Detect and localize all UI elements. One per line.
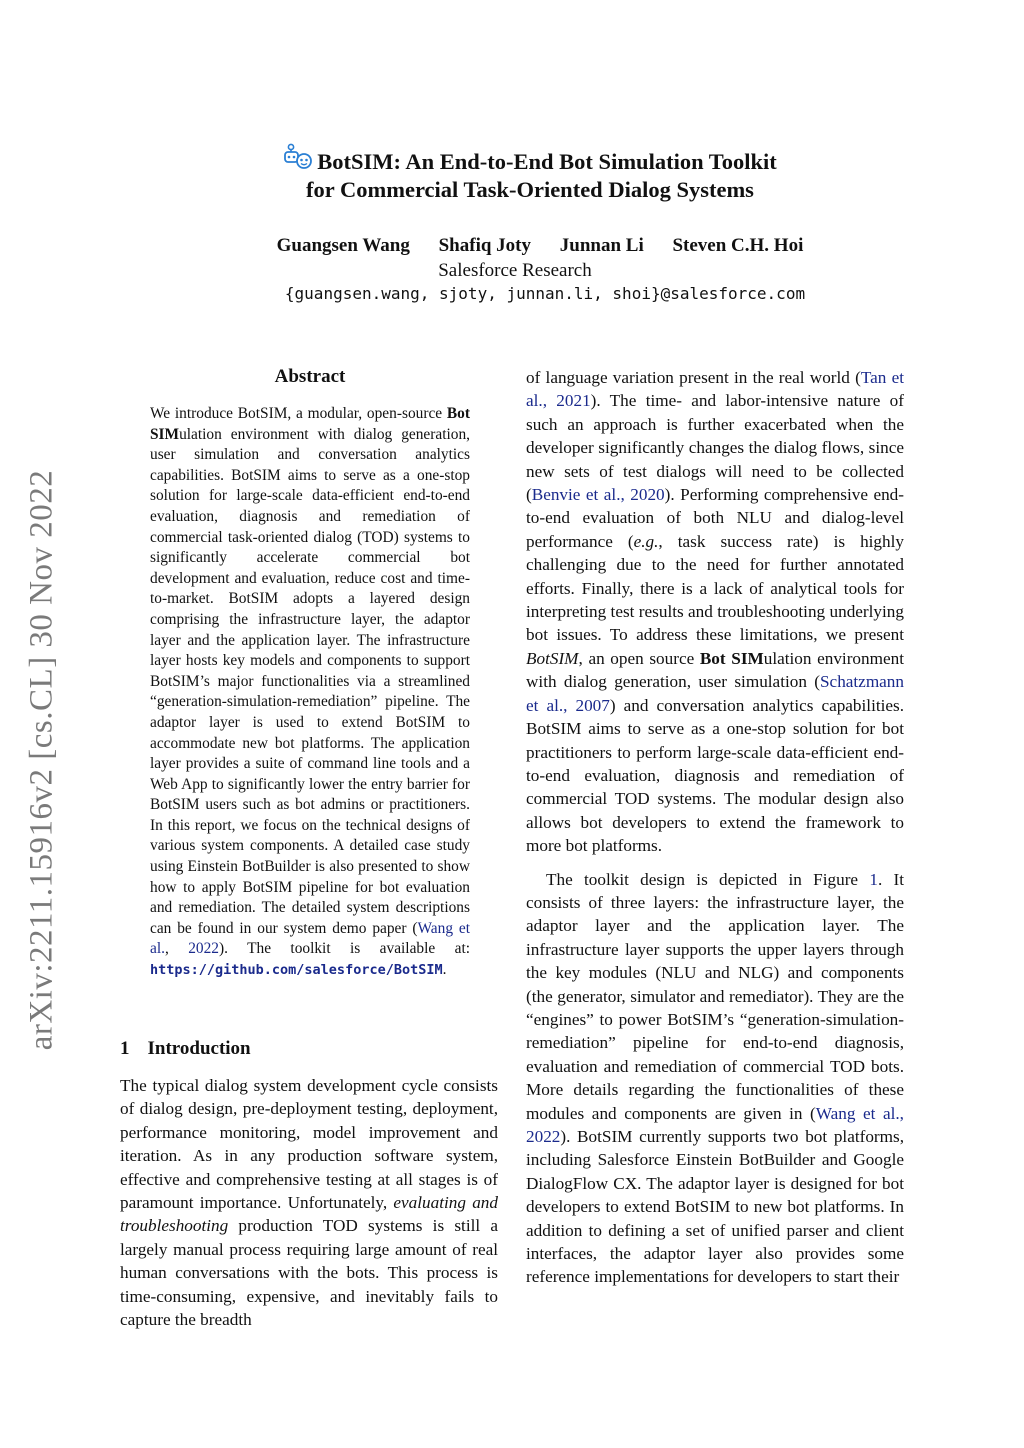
author-name: Shafiq Joty <box>438 235 531 256</box>
author-list <box>150 235 930 257</box>
abstract-heading: Abstract <box>274 366 346 387</box>
author-emails: {guangsen.wang, sjoty, junnan.li, shoi}@salesforce.com <box>284 284 806 303</box>
figure-reference-link[interactable]: 1 <box>869 869 878 889</box>
author-name: Junnan Li <box>559 235 644 256</box>
author-name: Steven C.H. Hoi <box>672 235 804 256</box>
author-name: Guangsen Wang <box>276 235 410 256</box>
citation-link[interactable]: Benvie et al., 2020 <box>531 485 665 505</box>
title-line-2: for Commercial Task-Oriented Dialog Systems <box>306 177 754 202</box>
citation-link[interactable]: Wang et al. <box>150 919 470 958</box>
intro-column-right <box>526 366 904 1289</box>
section-heading-introduction: 1 Introduction <box>120 1038 251 1059</box>
paper-title <box>150 143 910 204</box>
github-link[interactable]: https://github.com/salesforce/BotSIM <box>150 962 443 979</box>
citation-link[interactable]: 2022 <box>188 940 219 958</box>
arxiv-sidebar <box>2 440 82 1080</box>
affiliation: Salesforce Research <box>438 260 592 281</box>
abstract-text: We introduce BotSIM, a modular, open-source Bot SIMulation environment with dialog generation, user simulation and conversation analytics capabilities. BotSIM aims to serve as a one-stop solution for large-scale data-efficient end-to-end evaluation, diagnosis and remediation of commercial task-oriented dialog (TOD) systems to significantly accelerate commercial bot development and evaluation, reduce cost and time-to-market. BotSIM adopts a layered design comprising the infrastructure layer, the adaptor layer and the application layer. The infrastructure layer hosts key models and components to support BotSIM’s major functionalities via a streamlined “generation-simulation-remediation” pipeline. The adaptor layer is used to extend BotSIM to accommodate new bot platforms. The application layer provides a suite of command line tools and a Web App to significantly lower the entry barrier for BotSIM users such as bot admins or practitioners. In this report, we focus on the technical designs of various system components. A detailed case study using Einstein BotBuilder is also presented to show how to apply BotSIM pipeline for bot evaluation and remediation. The detailed system descriptions can be found in our system demo paper (Wang et al., 2022). The toolkit is available at: https://github.com/salesforce/BotSIM. <box>150 405 470 979</box>
title-line-1: BotSIM: An End-to-End Bot Simulation Toolkit <box>150 143 910 176</box>
citation-link[interactable]: Tan et al., 2021 <box>526 368 904 411</box>
citation-link[interactable]: Schatzmann et al., 2007 <box>526 672 904 715</box>
robot-face-icon <box>283 143 313 171</box>
intro-paragraph: The toolkit design is depicted in Figure 1. It consists of three layers: the infrastructure layer, the adaptor layer and the application layer. The infrastructure layer supports the upper layers through the key modules (NLU and NLG) and components (the generator, simulator and remediator). They are the “engines” to power BotSIM’s “generation-simulation-remediation” pipeline for end-to-end diagnosis, evaluation and remediation of commercial TOD bots. More details regarding the functionalities of these modules and components are given in (Wang et al., 2022). BotSIM currently supports two bot platforms, including Salesforce Einstein BotBuilder and Google DialogFlow CX. The adaptor layer is designed for bot developers to extend BotSIM to new bot platforms. In addition to defining a set of unified parser and client interfaces, the adaptor layer also provides some reference implementations for developers to start their <box>526 869 905 1287</box>
arxiv-identifier: arXiv:2211.15916v2 [cs.CL] 30 Nov 2022 <box>23 469 60 1051</box>
citation-link[interactable]: Wang et al., 2022 <box>526 1103 904 1146</box>
intro-paragraph-left: The typical dialog system development cycle consists of dialog design, pre-deployment testing, deployment, performance monitoring, model improvement and iteration. As in any production software system, effective and comprehensive testing at all stages is of paramount importance. Unfortunately, evaluating and troubleshooting production TOD systems is still a largely manual process requiring large amount of real human conversations with the bots. This process is time-consuming, expensive, and inevitably fails to capture the breadth <box>120 1076 498 1330</box>
intro-paragraph: of language variation present in the real world (Tan et al., 2021). The time- and labor-intensive nature of such an approach is further exacerbated when the developer significantly changes the dialog flows, since new sets of test dialogs will need to be collected (Benvie et al., 2020). Performing comprehensive end-to-end evaluation of both NLU and dialog-level performance (e.g., task success rate) is highly challenging due to the need for further annotated efforts. Finally, there is a lack of analytical tools for interpreting test results and troubleshooting underlying bot issues. To address these limitations, we present BotSIM, an open source Bot SIMulation environment with dialog generation, user simulation (Schatzmann et al., 2007) and conversation analytics capabilities. BotSIM aims to serve as a one-stop solution for bot practitioners to perform large-scale data-efficient end-to-end evaluation, diagnosis and remediation of commercial TOD systems. The modular design also allows bot developers to extend the framework to more bot platforms. <box>526 368 905 856</box>
